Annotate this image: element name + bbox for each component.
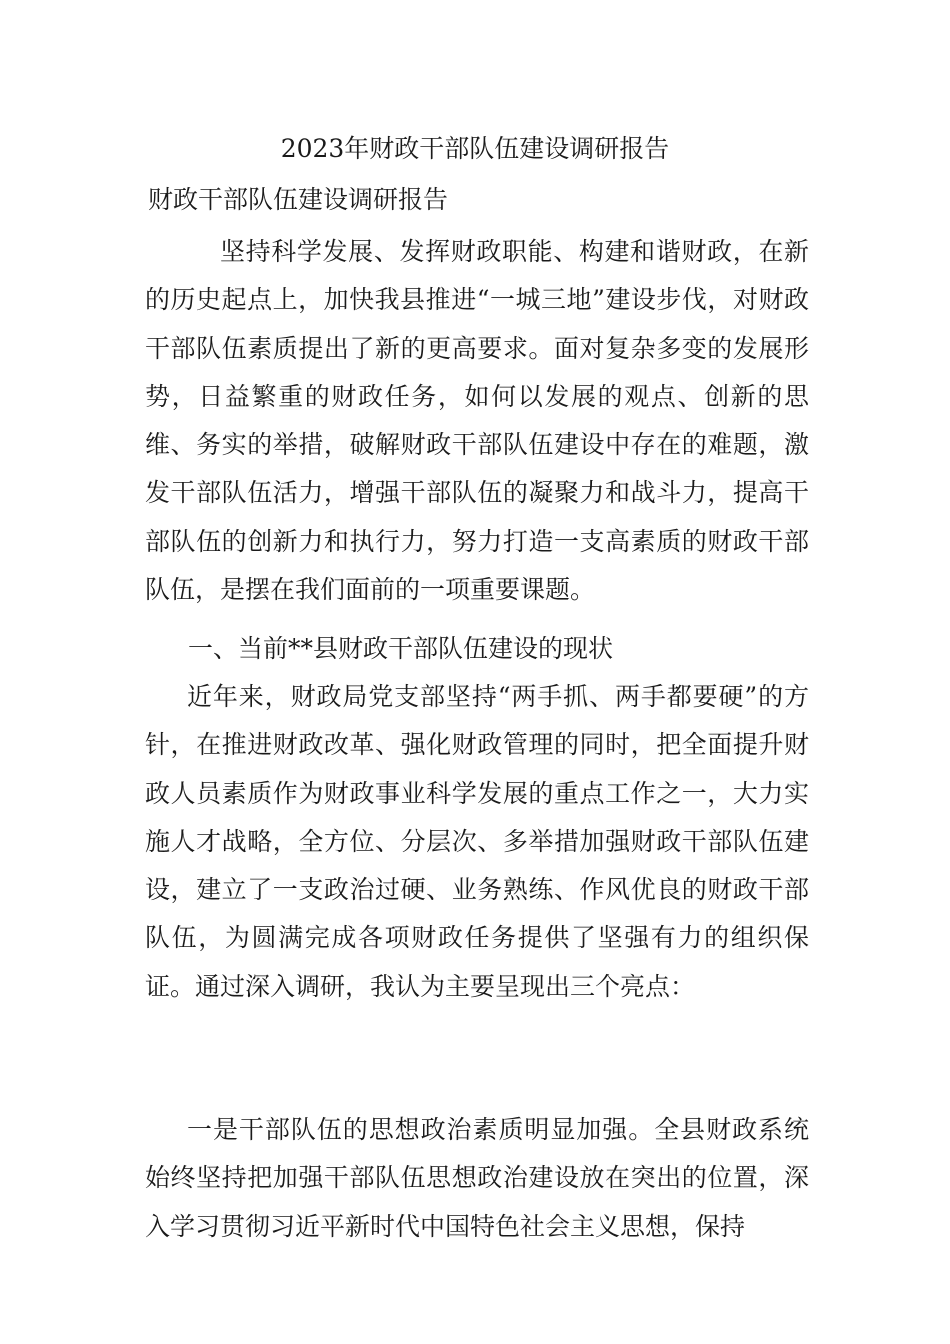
section-heading: 一、当前**县财政干部队伍建设的现状 xyxy=(188,634,614,663)
status-paragraph: 近年来，财政局党支部坚持“两手抓、两手都要硬”的方针，在推进财政改革、强化财政管理的同时，把全面提升财政人员素质作为财政事业科学发展的重点工作之一，大力实施人才战略，全方位、分层次、多举措加强财政干部队伍建设，建立了一支政治过硬、业务熟练、作风优良的财政干部队伍，为圆满完成各项财政任务提供了坚强有力的组织保证。通过深入调研，我认为主要呈现出三个亮点： xyxy=(145,682,809,1001)
document-subtitle: 财政干部队伍建设调研报告 xyxy=(148,185,449,214)
point-one-paragraph: 一是干部队伍的思想政治素质明显加强。全县财政系统始终坚持把加强干部队伍思想政治建设放在突出的位置，深入学习贯彻习近平新时代中国特色社会主义思想，保持 xyxy=(145,1115,809,1241)
intro-paragraph: 坚持科学发展、发挥财政职能、构建和谐财政，在新的历史起点上，加快我县推进“一城三地”建设步伐，对财政干部队伍素质提出了新的更高要求。面对复杂多变的发展形势，日益繁重的财政任务，如何以发展的观点、创新的思维、务实的举措，破解财政干部队伍建设中存在的难题，激发干部队伍活力，增强干部队伍的凝聚力和战斗力，提高干部队伍的创新力和执行力，努力打造一支高素质的财政干部队伍，是摆在我们面前的一项重要课题。 xyxy=(145,237,809,605)
document-title: 2023年财政干部队伍建设调研报告 xyxy=(280,134,670,163)
